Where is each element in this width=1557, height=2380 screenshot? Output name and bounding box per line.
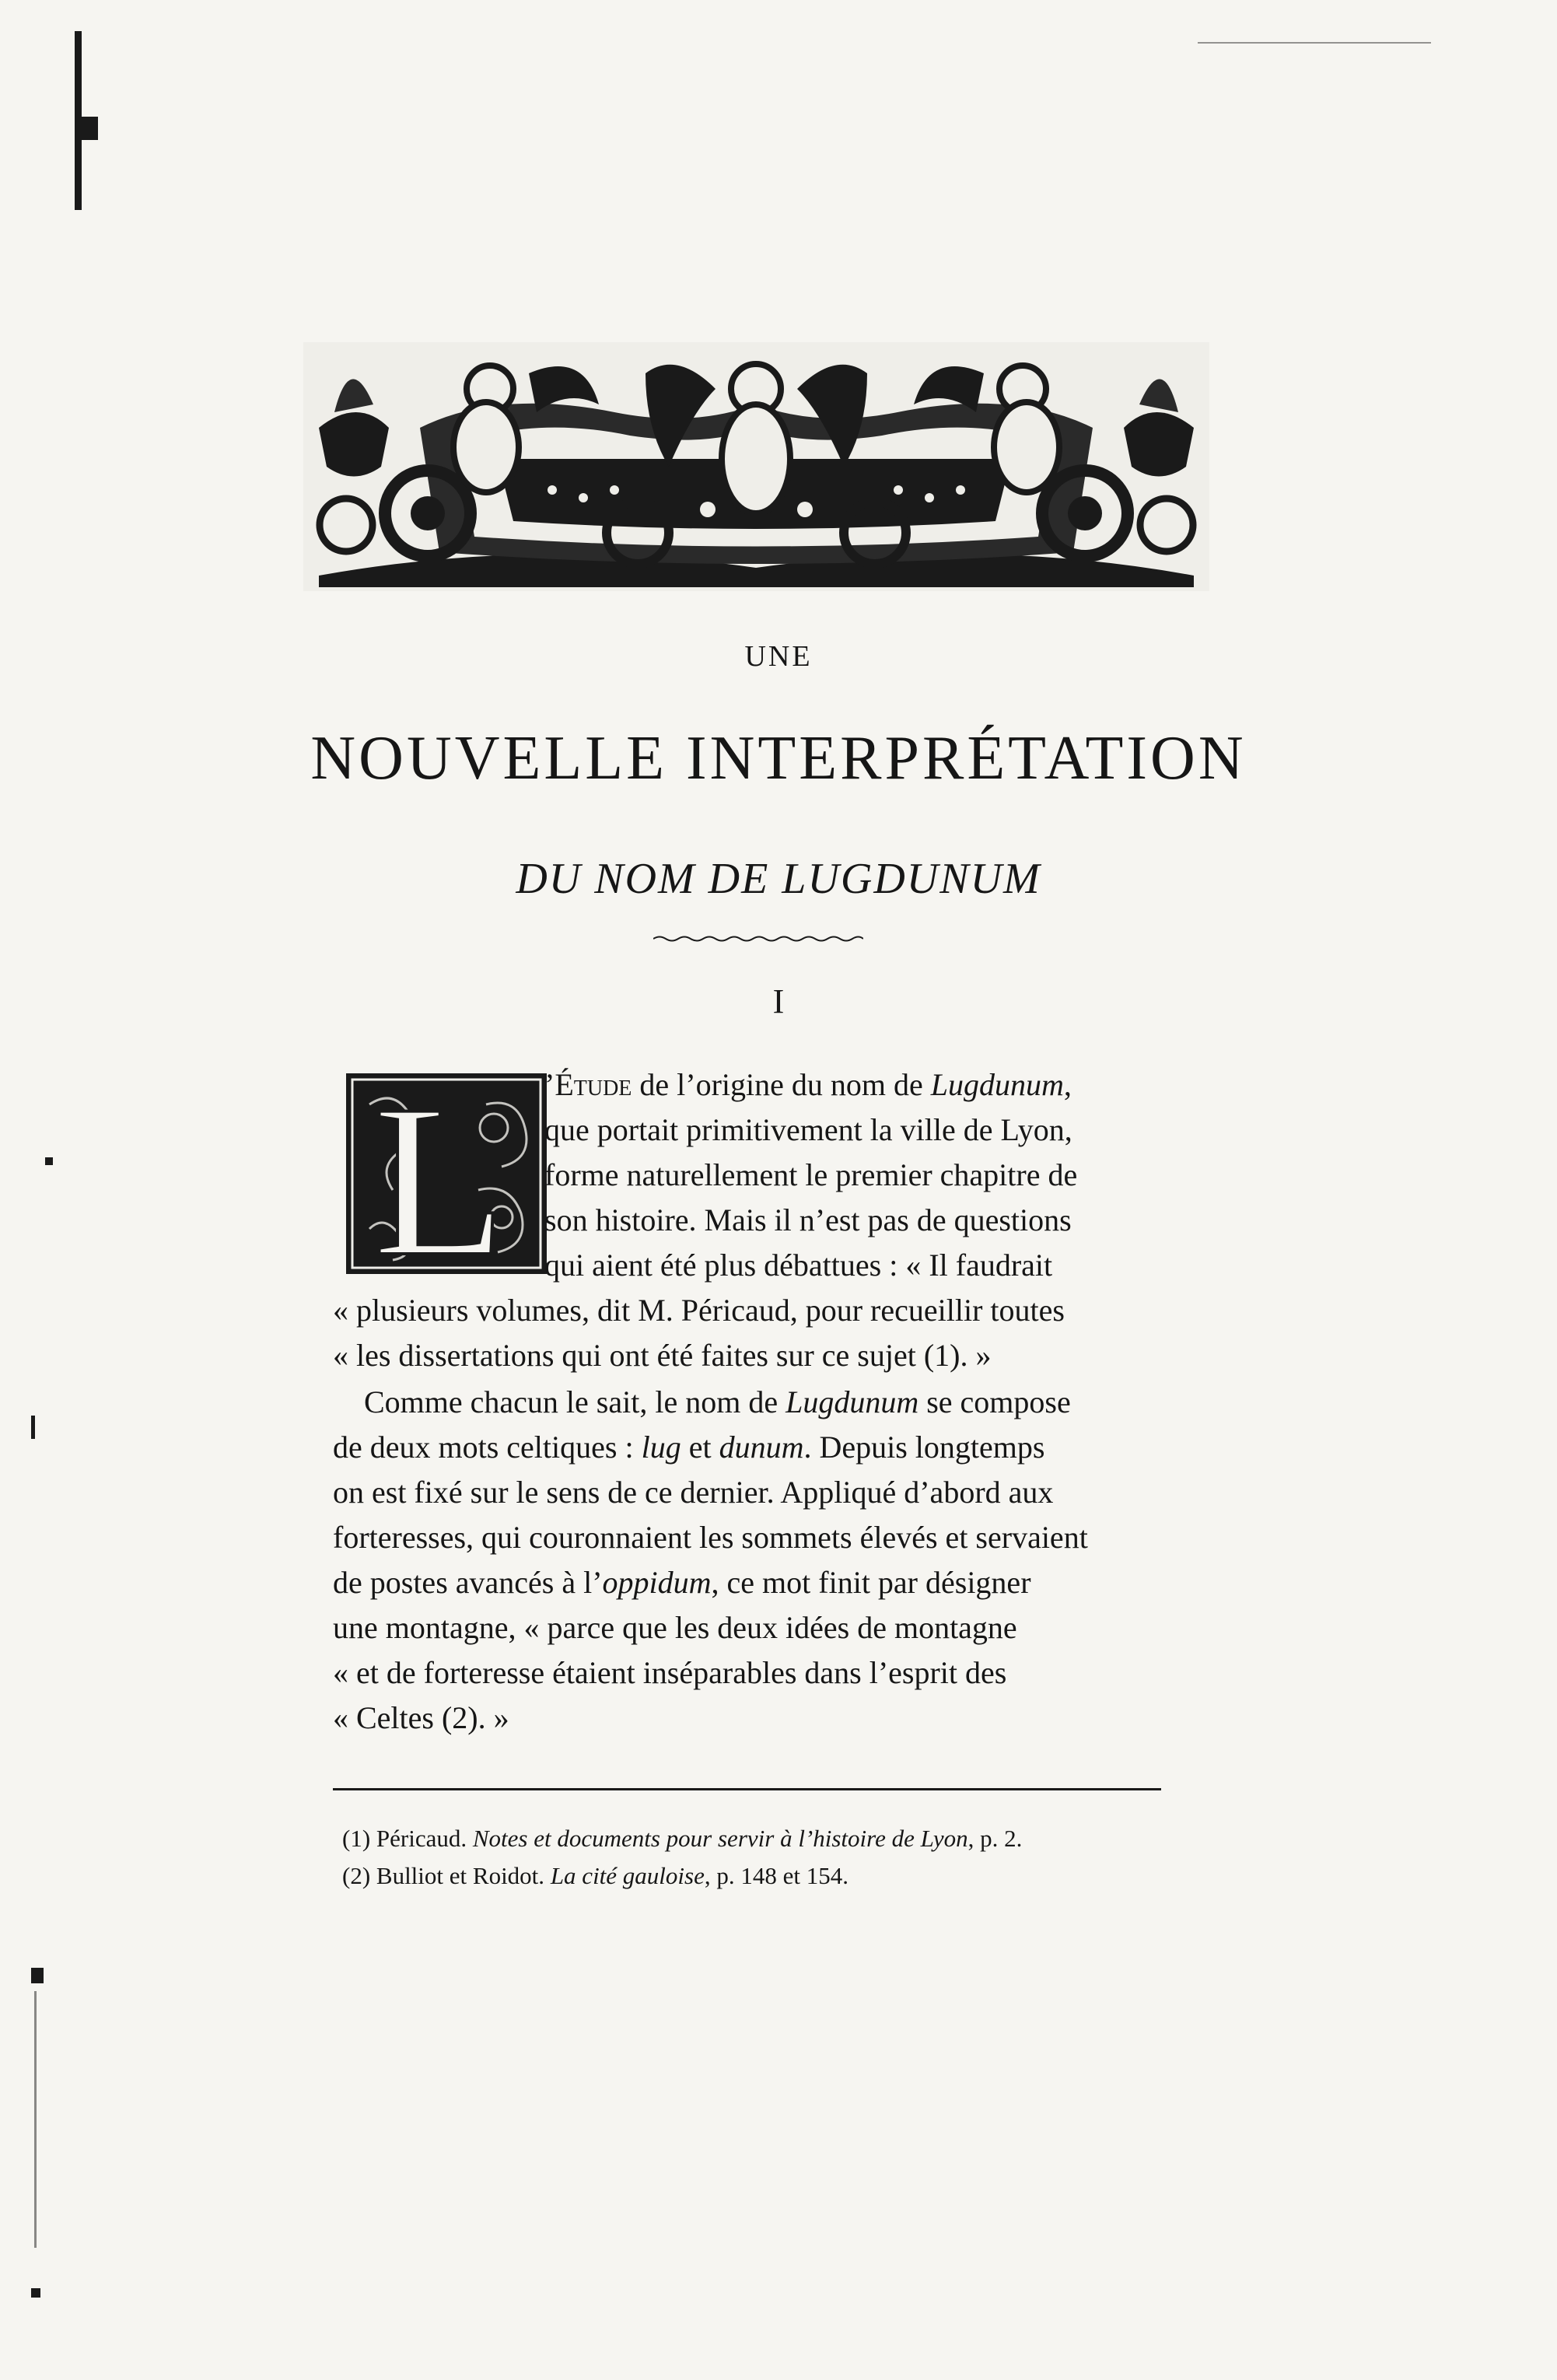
text-line: que portait primitivement la ville de Lyon, [544,1112,1072,1147]
dropcap-initial-icon [346,1073,547,1274]
italic-term: lug [641,1430,681,1465]
italic-term: Lugdunum [785,1384,919,1419]
scan-edge-mark [34,1991,37,2248]
page-subtitle: DU NOM DE LUGDUNUM [516,855,1041,903]
text-line: forteresses, qui couronnaient les sommets élevés et servaient [333,1520,1088,1555]
text-run: (1) Péricaud. [342,1825,473,1852]
text-line [333,1560,1170,1605]
italic-term: dunum [719,1430,804,1465]
smallcaps-word: Étude [555,1067,632,1102]
text-run: se compose [918,1384,1071,1419]
paragraph-quote-continuation [333,1288,1170,1378]
italic-title: Notes et documents pour servir à l’histoire de Lyon [472,1825,968,1852]
footnotes [342,1820,1170,1895]
scan-edge-mark [1198,42,1431,44]
text-line: forme naturellement le premier chapitre de [544,1157,1078,1192]
text-run: de l’origine du nom de [632,1067,931,1102]
ornamental-rule-icon [653,935,863,943]
text-run: . Depuis longtemps [803,1430,1045,1465]
scan-edge-mark [31,1968,44,1983]
text-line: on est fixé sur le sens de ce dernier. Appliqué d’abord aux [333,1475,1054,1510]
text-line: « Celtes (2). » [333,1700,509,1735]
italic-title: La cité gauloise [550,1862,705,1889]
text-line [333,1425,1170,1470]
text-run: , ce mot finit par désigner [711,1565,1031,1600]
scan-edge-mark [81,117,98,140]
text-line: une montagne, « parce que les deux idées de montagne [333,1610,1017,1645]
text-line: « les dissertations qui ont été faites sur ce sujet (1). » [333,1338,992,1373]
text-run: (2) Bulliot et Roidot. [342,1862,551,1889]
heading-small: UNE [744,640,813,673]
scan-edge-mark [31,2288,40,2298]
apostrophe: ’ [544,1067,555,1102]
paragraph-second [333,1380,1170,1741]
text-run: de deux mots celtiques : [333,1430,642,1465]
section-numeral: I [772,982,785,1020]
text-line [333,1380,1170,1425]
scan-edge-mark [31,1416,35,1439]
text-run: , p. 148 et 154. [704,1862,848,1889]
italic-term: Lugdunum [930,1067,1064,1102]
text-run: de postes avancés à l’ [333,1565,603,1600]
text-line: « plusieurs volumes, dit M. Péricaud, pour recueillir toutes [333,1293,1065,1328]
dropcap-letter: L [373,1073,506,1274]
text-line: qui aient été plus débattues : « Il faudrait [544,1248,1053,1283]
text-line: « et de forteresse étaient inséparables dans l’esprit des [333,1655,1007,1690]
text-run: , p. 2. [967,1825,1023,1852]
footnote-2 [342,1857,1170,1895]
scan-edge-mark [45,1157,53,1165]
text-line: son histoire. Mais il n’est pas de questions [544,1202,1072,1237]
headpiece-ornament-icon [303,342,1209,591]
text-run: et [681,1430,719,1465]
text-run: , [1063,1067,1072,1102]
paragraph-opening [544,1062,1170,1288]
text-line [544,1062,1170,1108]
page-title: NOUVELLE INTERPRÉTATION [310,724,1247,793]
text-run: Comme chacun le sait, le nom de [364,1384,786,1419]
italic-term: oppidum [602,1565,712,1600]
footnote-1 [342,1820,1170,1857]
footnote-rule [333,1788,1161,1790]
